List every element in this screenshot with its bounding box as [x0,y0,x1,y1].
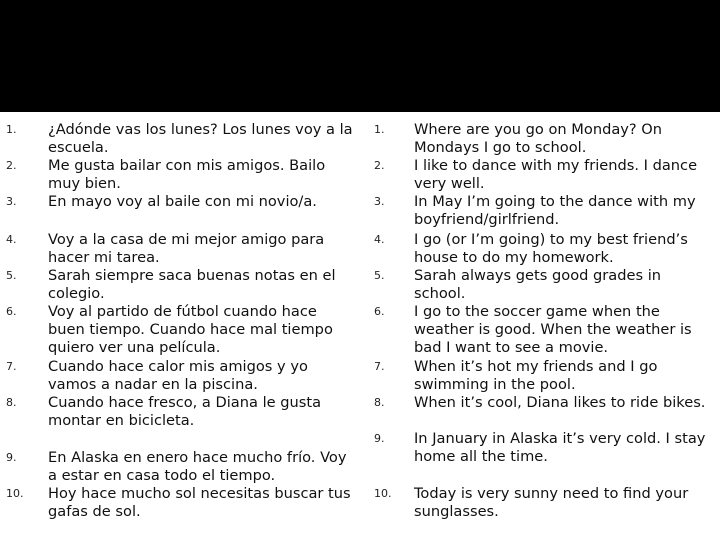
item-number: 8. [6,396,17,409]
item-text: Hoy hace mucho sol necesitas buscar tus gafas de sol. [48,485,351,521]
item-text: En mayo voy al baile con mi novio/a. [48,193,317,210]
item-text: Me gusta bailar con mis amigos. Bailo muy bien. [48,157,326,193]
item-number: 10. [374,487,392,500]
item-number: 3. [6,195,17,208]
item-text: When it’s hot my friends and I go swimming in the pool. [414,358,658,394]
item-text: When it’s cool, Diana likes to ride bikes. [414,394,706,411]
item-number: 7. [374,360,385,373]
title-bar [0,0,720,112]
item-text: Sarah siempre saca buenas notas en el colegio. [48,267,336,303]
item-text: I like to dance with my friends. I dance very well. [414,157,698,193]
item-text: Voy al partido de fútbol cuando hace buen tiempo. Cuando hace mal tiempo quiero ver una película. [48,303,333,357]
item-text: ¿Adónde vas los lunes? Los lunes voy a la escuela. [48,121,353,157]
item-text: I go (or I’m going) to my best friend’s house to do my homework. [414,231,688,267]
item-number: 9. [6,451,17,464]
item-text: In January in Alaska it’s very cold. I stay home all the time. [414,430,706,466]
item-text: En Alaska en enero hace mucho frío. Voy a estar en casa todo el tiempo. [48,449,347,485]
item-text: Cuando hace fresco, a Diana le gusta montar en bicicleta. [48,394,322,430]
item-text: In May I’m going to the dance with my boyfriend/girlfriend. [414,193,696,229]
item-number: 6. [6,305,17,318]
item-text: Cuando hace calor mis amigos y yo vamos a nadar en la piscina. [48,358,308,394]
item-text: Voy a la casa de mi mejor amigo para hacer mi tarea. [48,231,325,267]
item-text: Sarah always gets good grades in school. [414,267,662,303]
item-number: 7. [6,360,17,373]
item-number: 5. [6,269,17,282]
item-number: 5. [374,269,385,282]
item-number: 4. [6,233,17,246]
item-text: Where are you go on Monday? On Mondays I go to school. [414,121,663,157]
item-number: 9. [374,432,385,445]
item-number: 8. [374,396,385,409]
item-text: I go to the soccer game when the weather is good. When the weather is bad I want to see a movie. [414,303,692,357]
item-number: 10. [6,487,24,500]
item-number: 4. [374,233,385,246]
item-text: Today is very sunny need to find your sunglasses. [414,485,689,521]
item-number: 2. [374,159,385,172]
item-number: 2. [6,159,17,172]
item-number: 3. [374,195,385,208]
item-number: 6. [374,305,385,318]
item-number: 1. [374,123,385,136]
item-number: 1. [6,123,17,136]
